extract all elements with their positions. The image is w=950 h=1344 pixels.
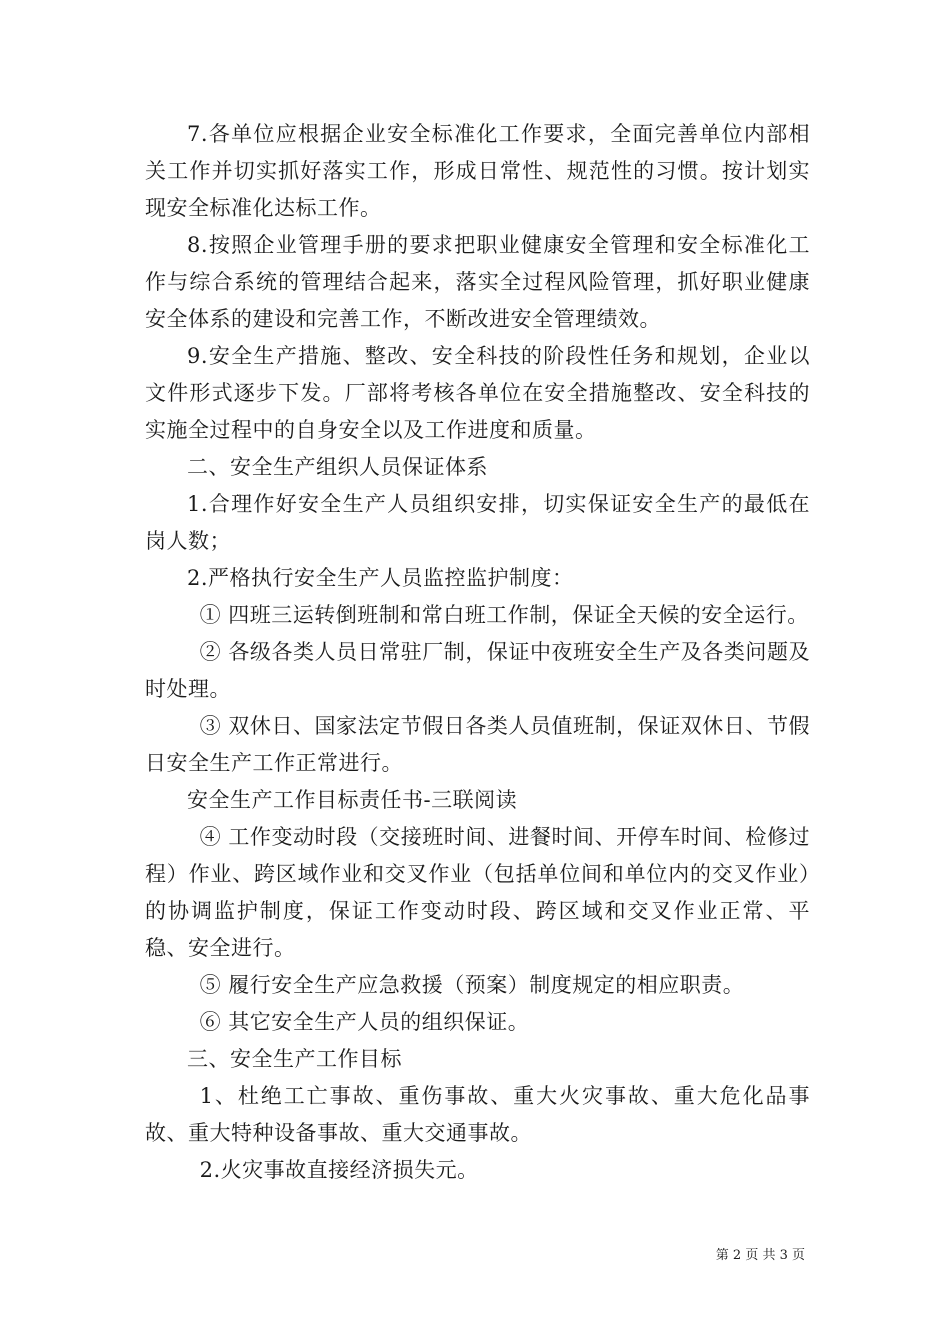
sub-item-2: ② 各级各类人员日常驻厂制，保证中夜班安全生产及各类问题及时处理。 xyxy=(145,640,810,701)
document-body xyxy=(145,116,810,1189)
paragraph-2-1: 1.合理作好安全生产人员组织安排，切实保证安全生产的最低在岗人数； xyxy=(145,492,810,553)
inserted-title-line: 安全生产工作目标责任书-三联阅读 xyxy=(187,788,518,812)
paragraph-item-8: 8.按照企业管理手册的要求把职业健康安全管理和安全标准化工作与综合系统的管理结合起来，落实全过程风险管理，抓好职业健康安全体系的建设和完善工作，不断改进安全管理绩效。 xyxy=(145,233,810,331)
sub-item-4: ④ 工作变动时段（交接班时间、进餐时间、开停车时间、检修过程）作业、跨区域作业和交叉作业（包括单位间和单位内的交叉作业）的协调监护制度，保证工作变动时段、跨区域和交叉作业正常、平稳、安全进行。 xyxy=(145,825,810,960)
page-number-footer: 第 2 页 共 3 页 xyxy=(715,1248,805,1263)
section-heading-2: 二、安全生产组织人员保证体系 xyxy=(187,455,488,479)
sub-item-5: ⑤ 履行安全生产应急救援（预案）制度规定的相应职责。 xyxy=(199,973,745,997)
sub-item-3: ③ 双休日、国家法定节假日各类人员值班制，保证双休日、节假日安全生产工作正常进行。 xyxy=(145,714,810,775)
sub-item-1: ① 四班三运转倒班制和常白班工作制，保证全天候的安全运行。 xyxy=(199,603,809,627)
paragraph-3-2: 2.火灾事故直接经济损失元。 xyxy=(199,1158,479,1182)
section-heading-3: 三、安全生产工作目标 xyxy=(187,1047,402,1071)
sub-item-6: ⑥ 其它安全生产人员的组织保证。 xyxy=(199,1010,530,1034)
paragraph-3-1: 1、杜绝工亡事故、重伤事故、重大火灾事故、重大危化品事故、重大特种设备事故、重大交通事故。 xyxy=(145,1084,810,1145)
paragraph-item-9: 9.安全生产措施、整改、安全科技的阶段性任务和规划，企业以文件形式逐步下发。厂部将考核各单位在安全措施整改、安全科技的实施全过程中的自身安全以及工作进度和质量。 xyxy=(145,344,810,442)
paragraph-2-2: 2.严格执行安全生产人员监控监护制度： xyxy=(187,566,574,590)
paragraph-item-7: 7.各单位应根据企业安全标准化工作要求，全面完善单位内部相关工作并切实抓好落实工作，形成日常性、规范性的习惯。按计划实现安全标准化达标工作。 xyxy=(145,122,810,220)
